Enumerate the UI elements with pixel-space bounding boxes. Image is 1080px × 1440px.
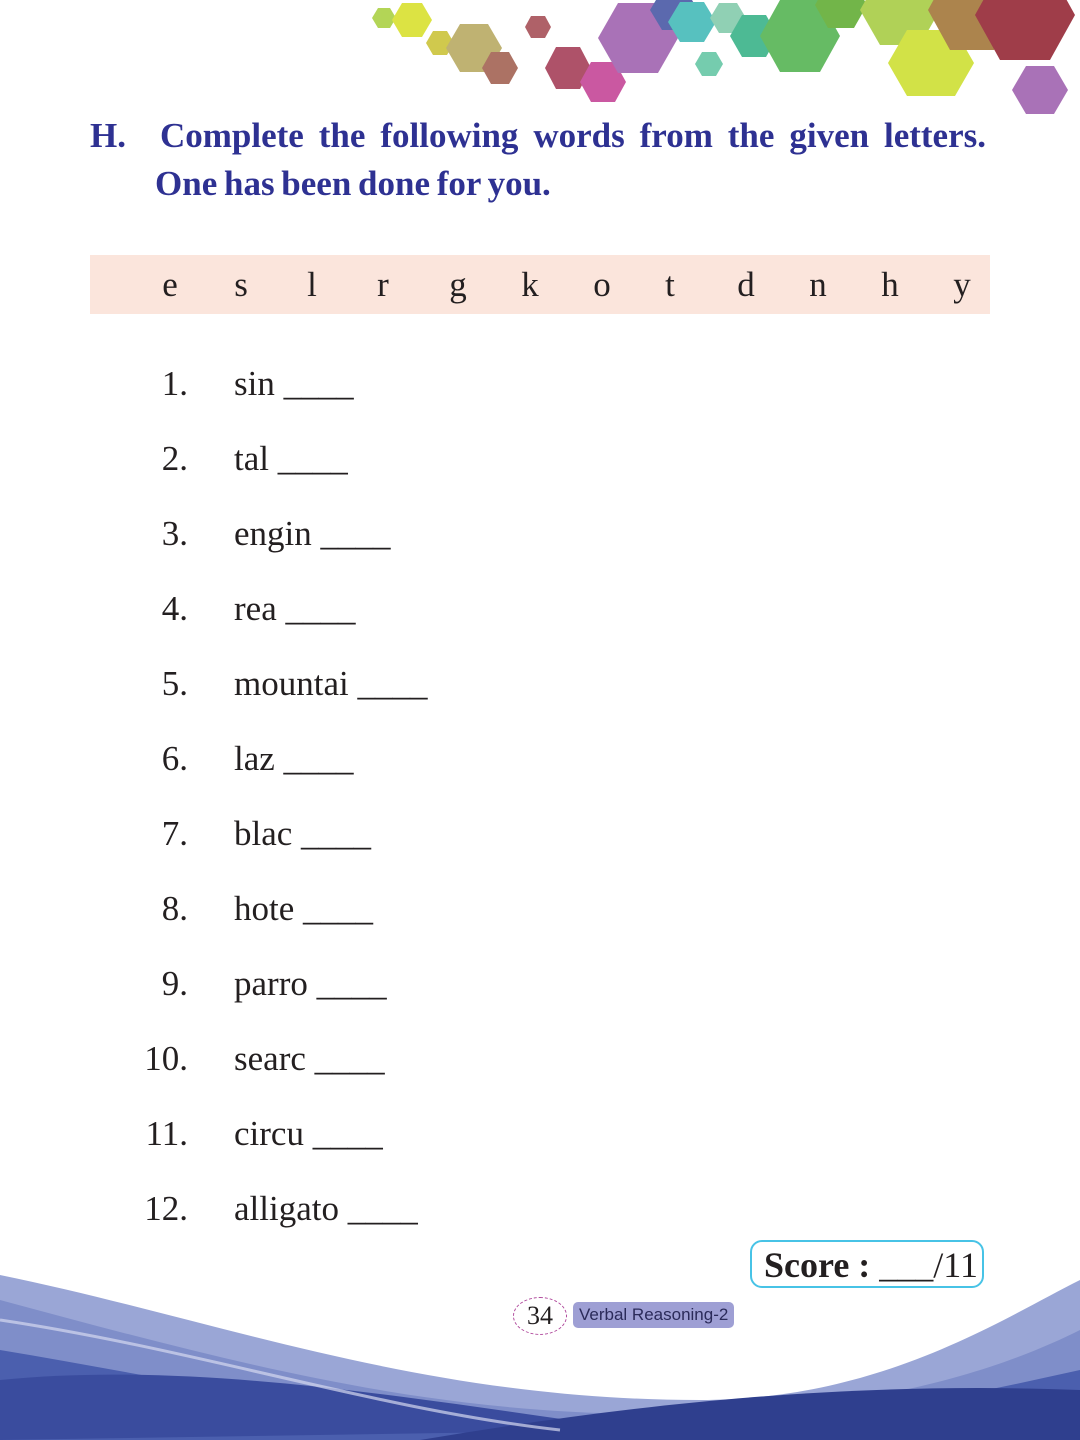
item-number: 3. <box>161 514 188 553</box>
item-word[interactable]: searc ____ <box>234 1039 385 1078</box>
score-box <box>750 1240 984 1288</box>
item-number: 8. <box>161 889 188 928</box>
item-number: 12. <box>144 1189 188 1228</box>
list-item <box>0 514 600 564</box>
given-letter: h <box>881 265 899 304</box>
list-item <box>0 589 600 639</box>
given-letter: o <box>593 265 611 304</box>
item-number: 5. <box>161 664 188 703</box>
item-number: 7. <box>161 814 188 853</box>
book-title: Verbal Reasoning-2 <box>573 1302 734 1328</box>
item-word[interactable]: circu ____ <box>234 1114 383 1153</box>
item-word[interactable]: alligato ____ <box>234 1189 418 1228</box>
list-item <box>0 814 600 864</box>
instruction-line-2: One has been done for you. <box>155 164 551 203</box>
given-letter: s <box>234 265 248 304</box>
given-letter: k <box>521 265 539 304</box>
given-letter: r <box>377 265 389 304</box>
list-item <box>0 889 600 939</box>
list-item <box>0 664 600 714</box>
list-item <box>0 1189 600 1239</box>
item-number: 11. <box>145 1114 188 1153</box>
list-item <box>0 1114 600 1164</box>
given-letters-band <box>90 255 990 314</box>
item-number: 2. <box>161 439 188 478</box>
item-word[interactable]: mountai ____ <box>234 664 428 703</box>
page-number: 34 <box>513 1297 567 1335</box>
item-word[interactable]: tal ____ <box>234 439 348 478</box>
given-letter: d <box>737 265 755 304</box>
given-letter: g <box>449 265 467 304</box>
score-value[interactable]: ___/11 <box>879 1245 978 1285</box>
exercise-instruction <box>90 112 986 208</box>
instruction-line-1: Complete the following words from the given letters. <box>160 116 986 155</box>
list-item <box>0 964 600 1014</box>
list-item <box>0 1039 600 1089</box>
item-number: 6. <box>161 739 188 778</box>
item-word[interactable]: hote ____ <box>234 889 374 928</box>
list-item <box>0 364 600 414</box>
score-label: Score : <box>764 1245 871 1285</box>
item-number: 10. <box>144 1039 188 1078</box>
item-number: 4. <box>161 589 188 628</box>
item-number: 9. <box>161 964 188 1003</box>
given-letter: l <box>307 265 317 304</box>
given-letter: n <box>809 265 827 304</box>
list-item <box>0 439 600 489</box>
decorative-hexagons <box>0 0 1080 130</box>
given-letter: e <box>162 265 178 304</box>
item-number: 1. <box>161 364 188 403</box>
item-word[interactable]: engin ____ <box>234 514 391 553</box>
item-word[interactable]: sin ____ <box>234 364 354 403</box>
item-word[interactable]: blac ____ <box>234 814 372 853</box>
list-item <box>0 739 600 789</box>
item-word[interactable]: parro ____ <box>234 964 387 1003</box>
exercise-letter: H. <box>90 116 126 155</box>
given-letter: y <box>953 265 971 304</box>
item-word[interactable]: rea ____ <box>234 589 356 628</box>
given-letter: t <box>665 265 675 304</box>
item-word[interactable]: laz ____ <box>234 739 354 778</box>
